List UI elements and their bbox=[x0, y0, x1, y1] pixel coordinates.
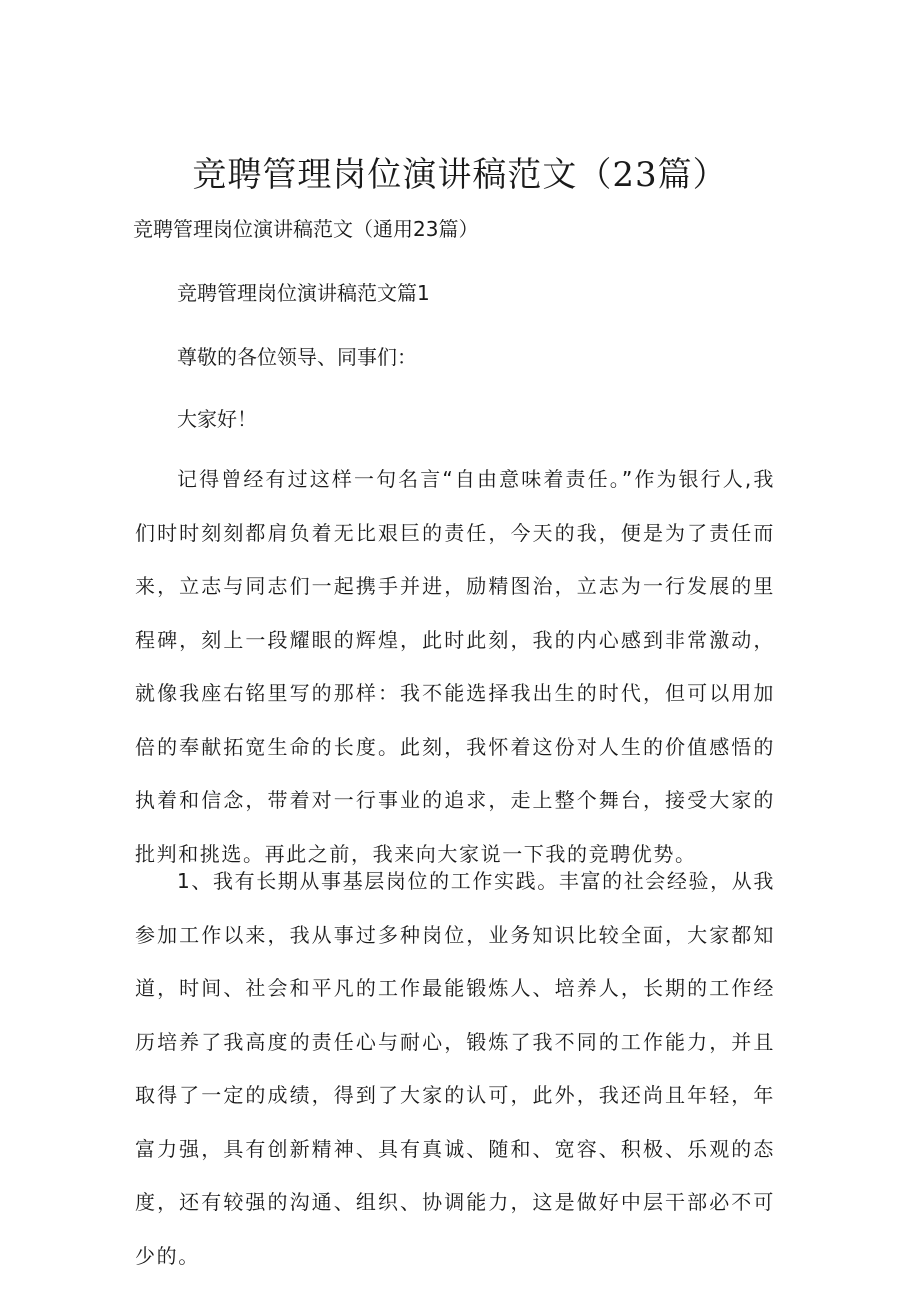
body-paragraph: 1、我有长期从事基层岗位的工作实践。丰富的社会经验，从我参加工作以来，我从事过多种岗位，业务知识比较全面，大家都知道，时间、社会和平凡的工作最能锻炼人、培养人，长期的工作经历培养了我高度的责任心与耐心，锻炼了我不同的工作能力，并且取得了一定的成绩，得到了大家的认可，此外，我还尚且年轻，年富力强，具有创新精神、具有真诚、随和、宽容、积极、乐观的态度，还有较强的沟通、组织、协调能力，这是做好中层干部必不可少的。 bbox=[135, 869, 775, 1268]
document-title: 竞聘管理岗位演讲稿范文（23篇） bbox=[192, 155, 728, 195]
document-subtitle: 竞聘管理岗位演讲稿范文（通用23篇） bbox=[133, 217, 479, 241]
section-heading: 竞聘管理岗位演讲稿范文篇1 bbox=[177, 281, 430, 305]
greeting: 大家好！ bbox=[177, 407, 257, 431]
body-paragraph: 记得曾经有过这样一句名言“自由意味着责任。”作为银行人,我们时时刻刻都肩负着无比艰巨的责任，今天的我，便是为了责任而来，立志与同志们一起携手并进，励精图治，立志为一行发展的里程碑，刻上一段耀眼的辉煌，此时此刻，我的内心感到非常激动，就像我座右铭里写的那样：我不能选择我出生的时代，但可以用加倍的奉献拓宽生命的长度。此刻，我怀着这份对人生的价值感悟的执着和信念，带着对一行事业的追求，走上整个舞台，接受大家的批判和挑选。再此之前，我来向大家说一下我的竞聘优势。 bbox=[135, 467, 775, 866]
salutation: 尊敬的各位领导、同事们： bbox=[177, 345, 417, 369]
